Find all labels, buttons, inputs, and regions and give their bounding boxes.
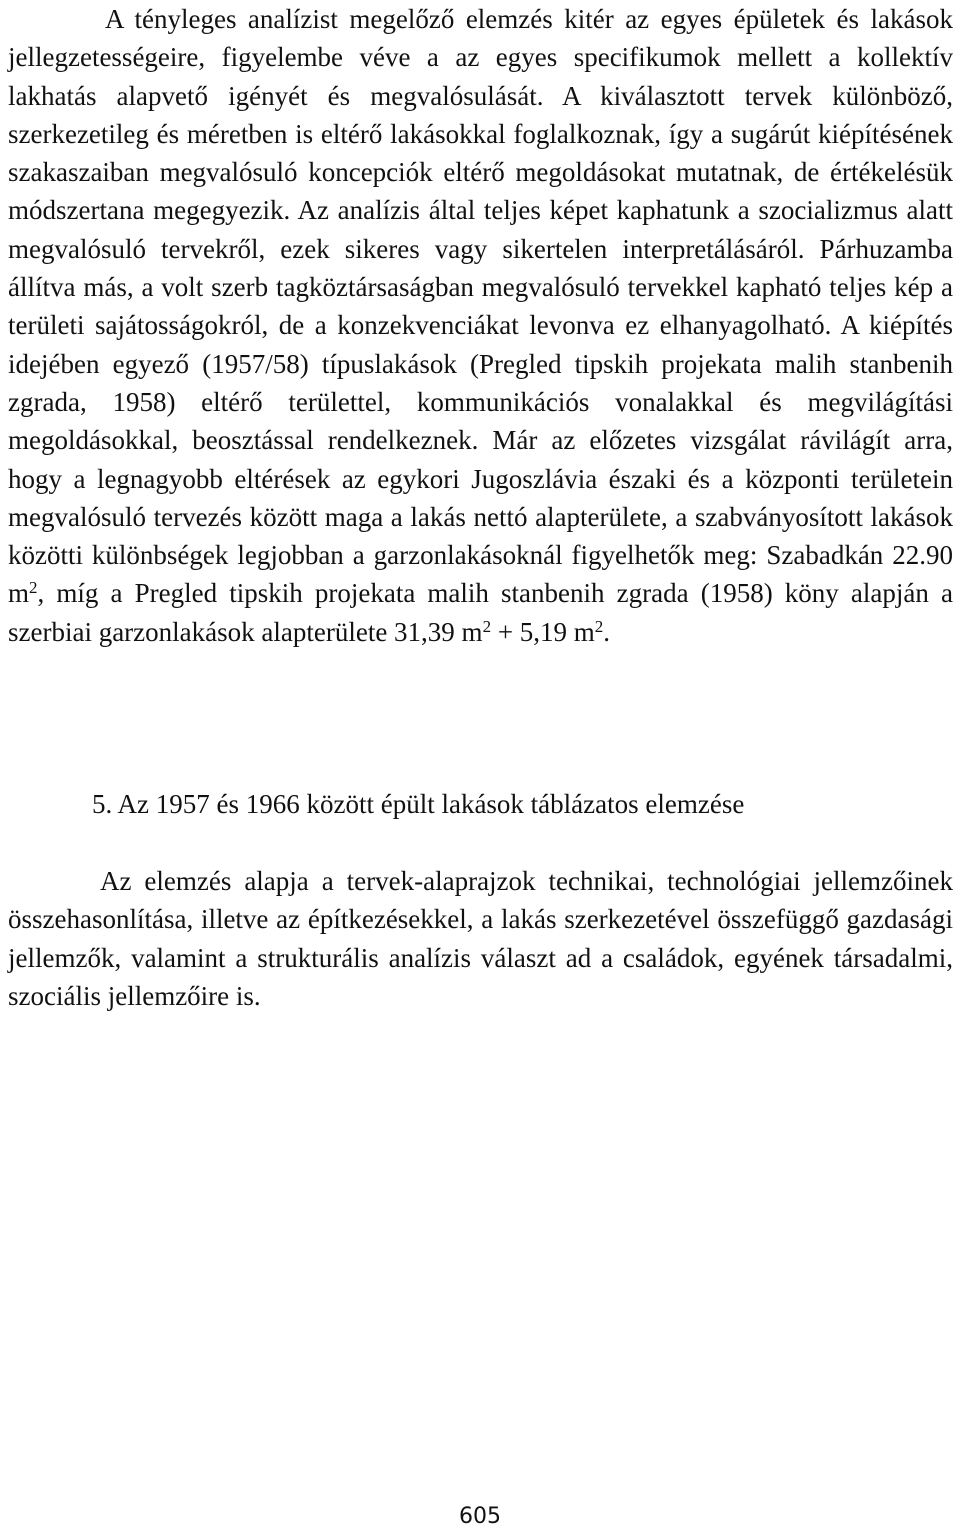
superscript: 2 <box>29 578 38 598</box>
paragraph-text: , míg a Pregled tipskih projekata malih stanbenih zgrada (1958) köny alapján a szerbiai garzonlakások alapterülete 31,39 m <box>8 578 953 647</box>
page-number: 605 <box>459 1504 501 1529</box>
paragraph-text: + 5,19 m <box>491 616 595 647</box>
superscript: 2 <box>594 616 604 636</box>
paragraph-text: A tényleges analízist megelőző elemzés kitér az egyes épületek és lakások jellegzetességeire, figyelembe véve a az egyes specifikumok mellett a kollektív lakhatás alapvető igényét és megvalósulását. A kiválasztott tervek különböző, szerkezetileg és méretben is eltérő lakásokkal foglalkoznak, így a sugárút kiépítésének szakaszaiban megvalósuló koncepciók eltérő megoldásokat mutatnak, de értékelésük módszertana megegyezik. Az analízis által teljes képet kaphatunk a szocializmus alatt megvalósuló tervekről, ezek sikeres vagy sikertelen interpretálásáról. Párhuzamba állítva más, a volt szerb tagköztársaságban megvalósuló tervekkel kapható teljes kép a területi sajátosságokról, de a konzekvenciákat levonva ez elhanyagolható. A kiépítés idejében egyező (1957/58) típuslakások (Pregled tipskih projekata malih stanbenih zgrada, 1958) eltérő területtel, kommunikációs vonalakkal és megvilágítási megoldásokkal, beosztással rendelkeznek. Már az előzetes vizsgálat rávilágít arra, hogy a legnagyobb eltérések az egykori Jugoszlávia északi és a központi területein megvalósuló tervezés között maga a lakás nettó alapterülete, a szabványosított lakások közötti különbségek legjobban a garzonlakásoknál figyelhetők meg: Szabadkán 22.90 m <box>8 4 953 609</box>
superscript: 2 <box>482 616 492 636</box>
paragraph-text: . <box>603 616 611 647</box>
body-paragraph-1 <box>8 0 953 651</box>
section-heading: 5. Az 1957 és 1966 között épült lakások táblázatos elemzése <box>92 789 745 819</box>
body-paragraph-2: Az elemzés alapja a tervek-alaprajzok technikai, technológiai jellemzőinek összehasonlítása, illetve az építkezésekkel, a lakás szerkezetével összefüggő gazdasági jellemzők, valamint a strukturális analízis választ ad a családok, egyének társadalmi, szociális jellemzőire is. <box>8 866 953 1011</box>
